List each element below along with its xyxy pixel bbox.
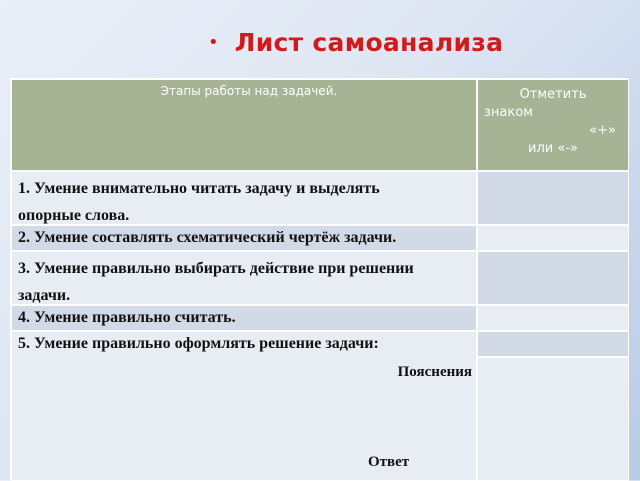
mark-cell-5[interactable]: [477, 331, 629, 357]
header-mark-line2: знаком: [484, 105, 533, 120]
header-mark-line3: «+»: [589, 123, 616, 138]
header-mark-line4: или «-»: [528, 141, 578, 156]
criterion-row-5: [11, 331, 477, 481]
criterion-4-line1: 4. Умение правильно считать.: [18, 309, 236, 326]
header-stages: [11, 79, 477, 171]
header-stages-label: Этапы работы над задачей.: [160, 84, 338, 98]
self-analysis-table: [10, 78, 628, 480]
explanations-label: Пояснения: [397, 364, 472, 380]
mark-cell-2[interactable]: [477, 225, 629, 251]
criterion-3-line1: 3. Умение правильно выбирать действие при решении: [18, 260, 414, 277]
mark-cell-1[interactable]: [477, 171, 629, 225]
criterion-row-4: [11, 305, 477, 331]
criterion-3-line2: задачи.: [18, 287, 71, 304]
criterion-2-line1: 2. Умение составлять схематический чертёж задачи.: [18, 229, 397, 246]
page-title: Лист самоанализа: [234, 28, 504, 57]
criterion-1-line1: 1. Умение внимательно читать задачу и выделять: [18, 180, 380, 197]
criterion-row-2: [11, 225, 477, 251]
mark-cell-3[interactable]: [477, 251, 629, 305]
mark-cell-5-details[interactable]: [477, 357, 629, 481]
criterion-row-1: [11, 171, 477, 225]
answer-label: Ответ: [368, 454, 410, 470]
bullet-icon: •: [208, 31, 219, 53]
slide-title: [208, 28, 503, 57]
mark-cell-4[interactable]: [477, 305, 629, 331]
criterion-5-line1: 5. Умение правильно оформлять решение задачи:: [18, 335, 379, 352]
header-mark: [477, 79, 629, 171]
criterion-row-3: [11, 251, 477, 305]
header-mark-line1: Отметить: [519, 87, 587, 102]
criterion-1-line2: опорные слова.: [18, 207, 130, 224]
